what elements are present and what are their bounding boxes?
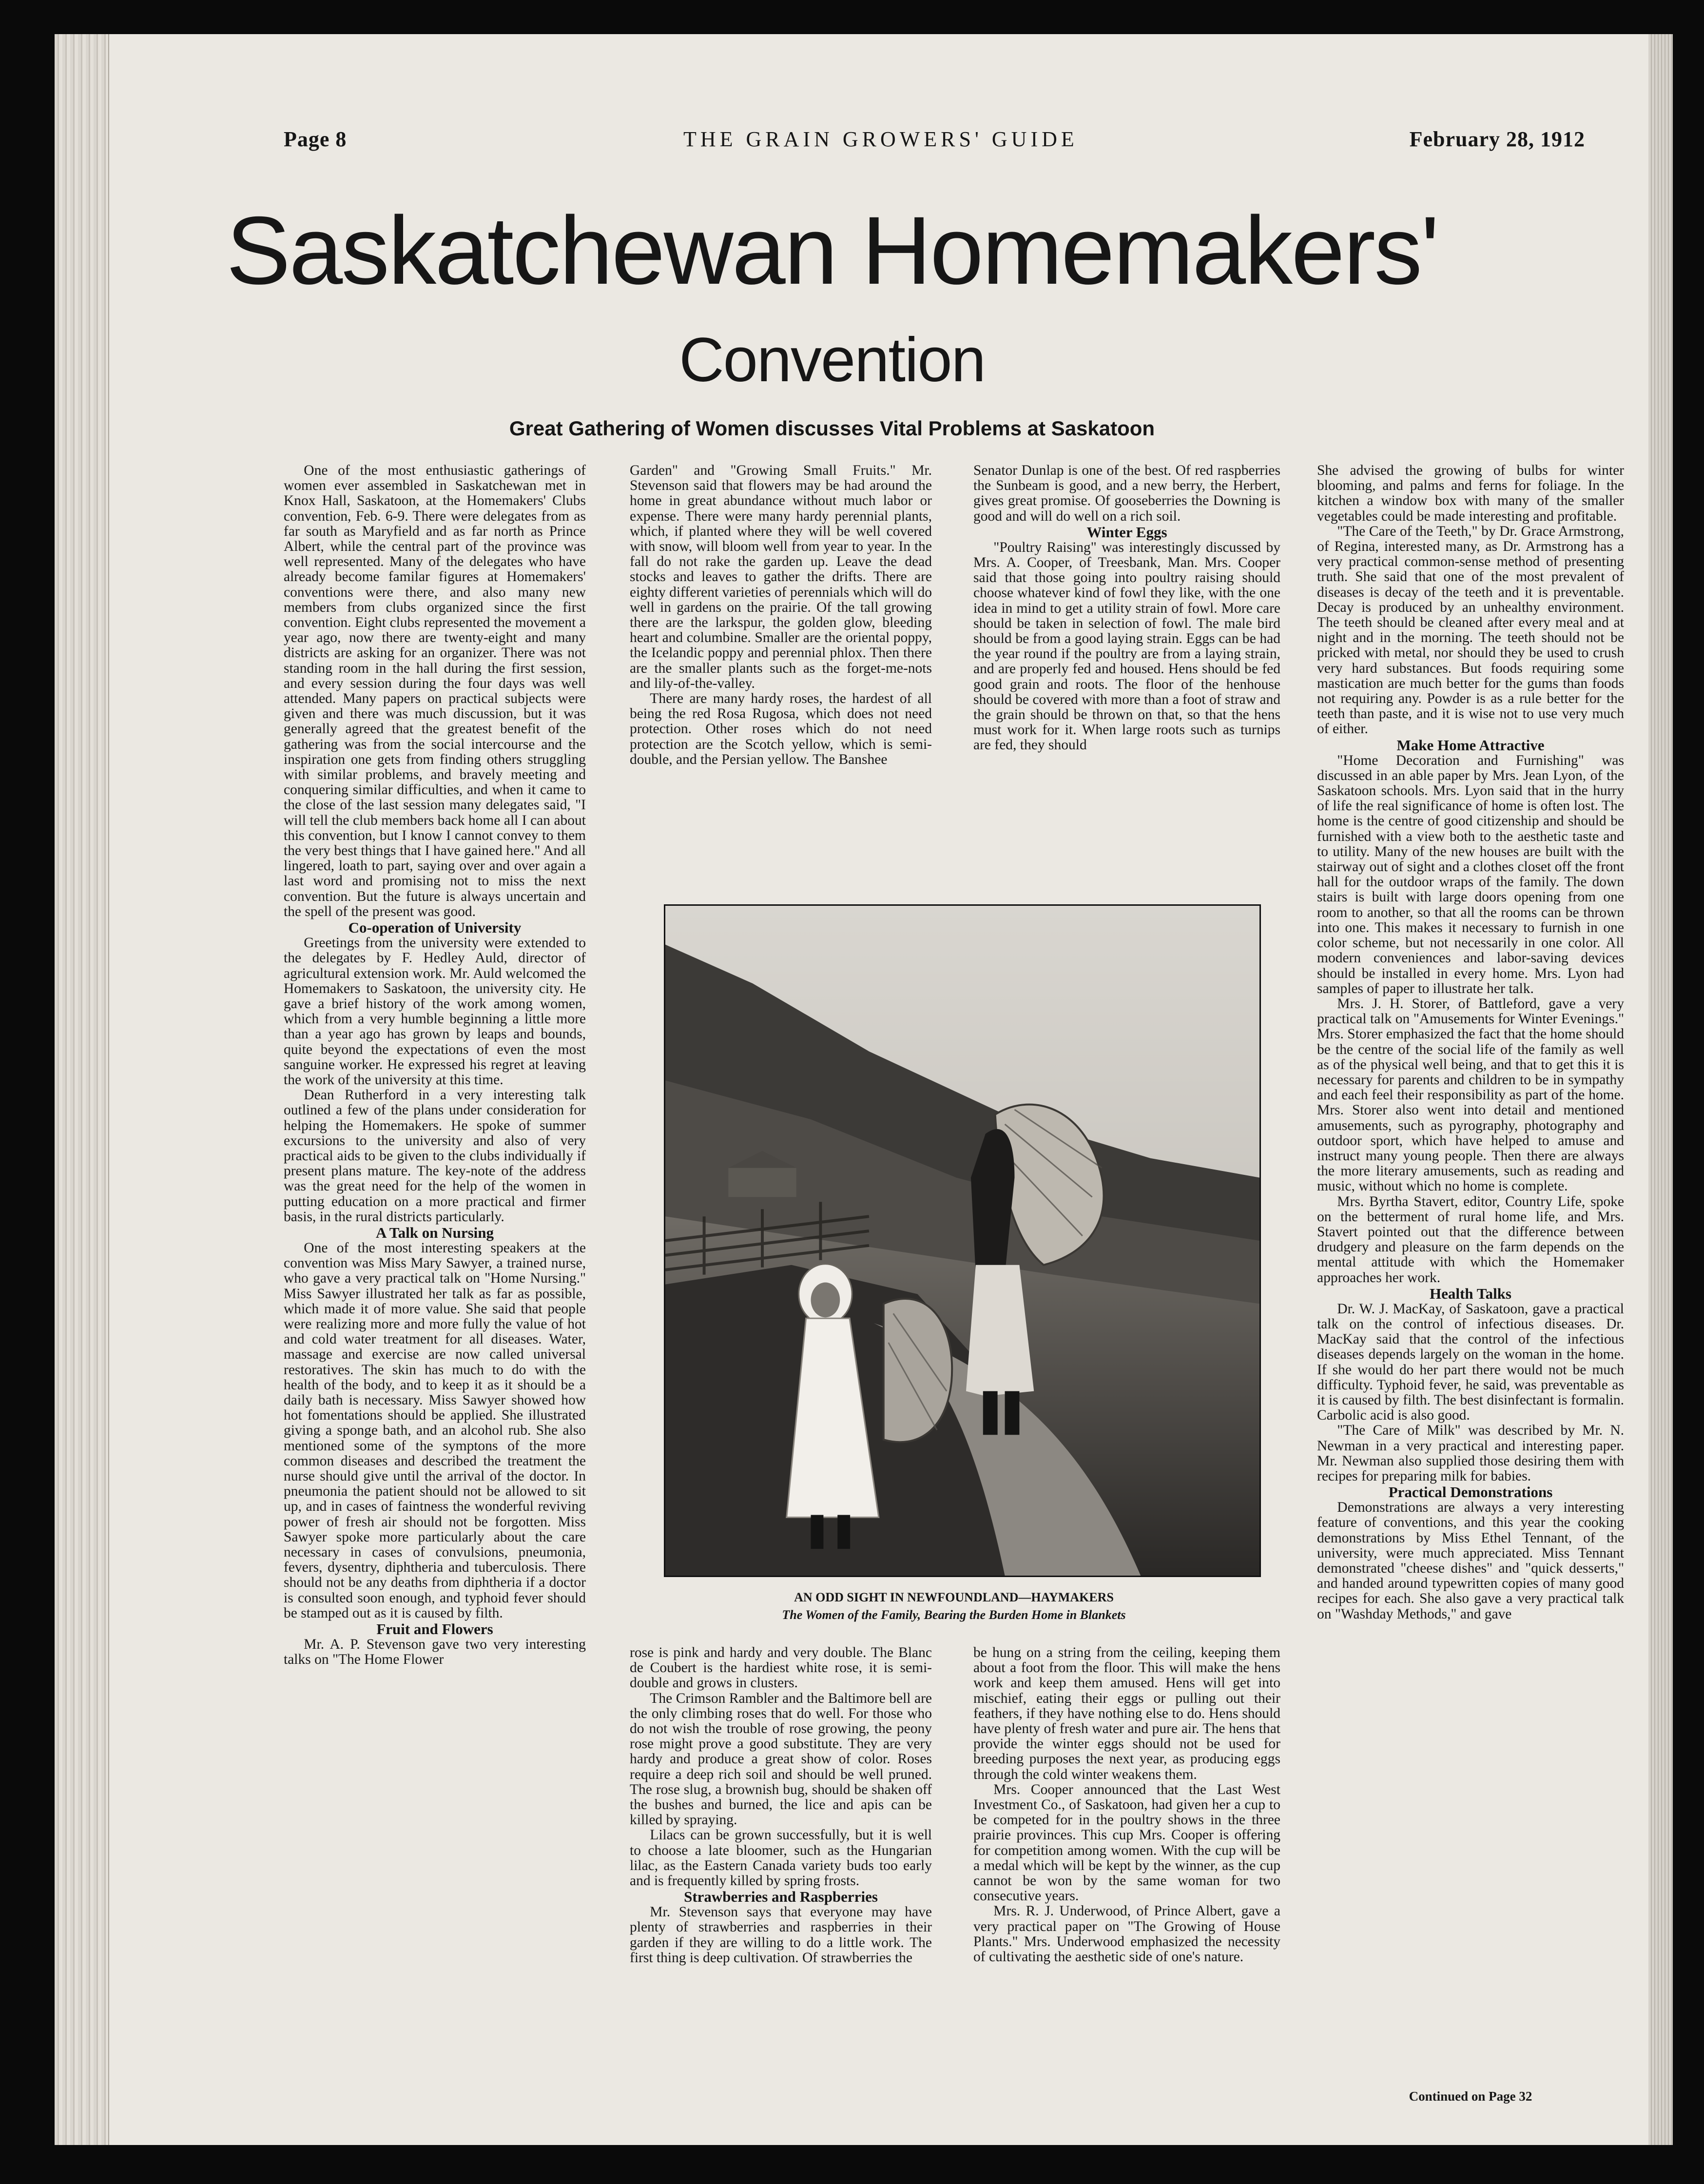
article-paragraph: There are many hardy roses, the hardest of all being the red Rosa Rugosa, which does not need protection. Other roses which do not need protection are the Scotch yellow, which is semi-double, and the Persian yellow. The Banshee	[630, 691, 932, 767]
article-paragraph: Dr. W. J. MacKay, of Saskatoon, gave a practical talk on the control of infectious diseases. Dr. MacKay said that the control of the infectious diseases depends largely on the woman in the home. If she would do her part there would not be much difficulty. Typhoid fever, he said, was preventable as it is caused by filth. The best disinfectant is formalin. Carbolic acid is also good.	[1317, 1301, 1624, 1424]
article-paragraph: One of the most enthusiastic gatherings of women ever assembled in Saskatchewan met in Knox Hall, Saskatoon, at the Homemakers' Clubs convention, Feb. 6-9. There were delegates from as far south as Maryfield and as far north as Prince Albert, while the central part of the province was well represented. Many of the delegates who have already become familar figures at Homemakers' conventions were there, and also many new members from clubs organized since the first convention. Eight clubs represented the movement a year ago, now there are twenty-eight and many districts are asking for an organizer. There was not standing room in the hall during the first session, and every session during the four days was well attended. Many papers on practical subjects were given and there was much discussion, but it was generally agreed that the greatest benefit of the gathering was from the social intercourse and the inspiration one gets from finding others struggling with similar problems, and bravely meeting and conquering similar difficulties, and when it came to the close of the last session many delegates said, "I will tell the club members back home all I can about this convention, but I know I cannot convey to them the very best things that I have gained here." And all lingered, loath to part, saying over and over again a last word and promising not to miss the next convention. But the future is always uncertain and the spell of the present was good.	[284, 463, 586, 919]
column-2-top	[630, 463, 932, 868]
section-heading: Co-operation of University	[348, 919, 522, 936]
column-4	[1317, 463, 1624, 2086]
section-heading: Fruit and Flowers	[376, 1620, 493, 1638]
article-paragraph: Mrs. J. H. Storer, of Battleford, gave a very practical talk on "Amusements for Winter Evenings." Mrs. Storer emphasized the fact that the home should be the centre of the social life of the family as well as of the physical well being, and that to get this it is necessary for parents and children to be in sympathy and each feel their responsibility as part of the home. Mrs. Storer also went into detail and mentioned amusements, such as pyrography, photography and outdoor sport, which have helped to amuse and instruct many young people. Then there are always the more literary amusements, such as reading and music, without which no home is complete.	[1317, 995, 1624, 1194]
binding-spine	[55, 34, 109, 2145]
article-deck: Great Gathering of Women discusses Vital Problems at Saskatoon	[509, 417, 1155, 440]
page-edge	[1648, 34, 1673, 2145]
publication-name: THE GRAIN GROWERS' GUIDE	[683, 127, 1078, 151]
continued-notice: Continued on Page 32	[1409, 2089, 1532, 2104]
section-heading: A Talk on Nursing	[375, 1224, 494, 1241]
scanned-sheet	[55, 34, 1673, 2145]
section-heading: Make Home Attractive	[1396, 736, 1545, 754]
section-heading: Strawberries and Raspberries	[684, 1888, 878, 1906]
article-paragraph: Senator Dunlap is one of the best. Of red raspberries the Sunbeam is good, and a new berry, the Herbert, gives great promise. Of gooseberries the Downing is good and will do well on a rich soil.	[973, 463, 1280, 524]
column-3-top	[973, 463, 1280, 868]
article-paragraph: "The Care of the Teeth," by Dr. Grace Armstrong, of Regina, interested many, as Dr. Armstrong has a very practical common-sense method of presenting truth. She said that one of the most prevalent of diseases is decay of the teeth and it is preventable. Decay is produced by an unhealthy environment. The teeth should be cleaned after every meal and at night and in the morning. The teeth should not be pricked with metal, nor should they be used to crush very hard substances. But foods requiring some mastication are much better for the gums than foods not requiring any. Powder is as a rule better for the teeth than paste, and it is wise not to use very much of either.	[1317, 523, 1624, 737]
haymakers-photo	[664, 904, 1261, 1577]
article-paragraph: One of the most interesting speakers at the convention was Miss Mary Sawyer, a trained nurse, who gave a very practical talk on "Home Nursing." Miss Sawyer illustrated her talk as far as possible, which made it of more value. She said that people were realizing more and more fully the value of hot and cold water treatment for all diseases. Water, massage and exercise are now called universal restoratives. The skin has much to do with the health of the body, and to keep it as it should be a daily bath is necessary. Miss Sawyer showed how hot fomentations should be applied. She illustrated giving a sponge bath, and an alcohol rub. She also mentioned some of the symptons of the more common diseases and described the treatment the nurse should give until the arrival of the doctor. In pneumonia the patient should not be allowed to sit up, and in cases of faintness the wonderful reviving power of fresh air should not be forgotten. Miss Sawyer spoke more particularly about the care necessary in cases of convulsions, pneumonia, fevers, dysentry, diphtheria and tuberculosis. There should not be any deaths from diphtheria if a doctor is consulted soon enough, and typhoid fever should be stamped out as it is caused by filth.	[284, 1240, 586, 1621]
article-paragraph: be hung on a string from the ceiling, keeping them about a foot from the floor. This will make the hens work and keep them amused. Hens will get into mischief, eating their eggs or pulling out their feathers, if they have nothing else to do. Hens should have plenty of fresh water and pure air. The hens that provide the winter eggs should not be used for breeding purposes the next year, as producing eggs through the cold winter weakens them.	[973, 1645, 1280, 1782]
photo-illustration	[665, 906, 1259, 1576]
article-paragraph: rose is pink and hardy and very double. The Blanc de Coubert is the hardiest white rose, it is semi-double and grows in clusters.	[630, 1645, 932, 1691]
article-paragraph: Mr. A. P. Stevenson gave two very interesting talks on "The Home Flower	[284, 1637, 586, 1668]
page-number: Page 8	[284, 127, 347, 151]
section-heading: Practical Demonstrations	[1388, 1483, 1553, 1501]
newspaper-page	[137, 34, 1648, 2145]
article-paragraph: The Crimson Rambler and the Baltimore bell are the only climbing roses that do well. For those who do not wish the trouble of rose growing, the peony rose might prove a good substitute. They are very hardy and produce a great show of color. Roses require a deep rich soil and should be well pruned. The rose slug, a brownish bug, should be shaken off the bushes and burned, the lice and apis can be killed by spraying.	[630, 1690, 932, 1828]
article-paragraph: Demonstrations are always a very interesting feature of conventions, and this year the cooking demonstrations by Miss Ethel Tennant, of the university, were much appreciated. Miss Tennant demonstrated "cheese dishes" and "quick desserts," and handed around typewritten copies of many good recipes for each. She also gave a very practical talk on "Washday Methods," and gave	[1317, 1500, 1624, 1622]
photo-caption-subtitle: The Women of the Family, Bearing the Burden Home in Blankets	[782, 1608, 1126, 1622]
article-paragraph: "Poultry Raising" was interestingly discussed by Mrs. A. Cooper, of Treesbank, Man. Mrs. Cooper said that those going into poultry raising should choose whatever kind of fowl they like, with the one idea in mind to get a utility strain of fowl. More care should be taken in selection of fowl. The male bird should be from a good laying strain. Eggs can be had the year round if the poultry are from a laying strain, and are properly fed and housed. Hens should be fed good grain and roots. The floor of the henhouse should be covered with more than a foot of straw and the grain should be thrown on that, so that the hens must work for it. When large roots such as turnips are fed, they should	[973, 539, 1280, 753]
section-heading: Health Talks	[1430, 1285, 1511, 1302]
column-1	[284, 463, 586, 2086]
article-paragraph: Greetings from the university were extended to the delegates by F. Hedley Auld, director of agricultural extension work. Mr. Auld welcomed the Homemakers to Saskatoon, the university city. He gave a brief history of the work among women, which from a very humble beginning a little more than a year ago has grown by leaps and bounds, quite beyond the expectations of even the most sanguine worker. He expressed his regret at leaving the work of the university at this time.	[284, 935, 586, 1088]
article-paragraph: Dean Rutherford in a very interesting talk outlined a few of the plans under consideration for helping the Homemakers. He spoke of summer excursions to the university and also of very practical aids to be given to the clubs individually if present plans mature. The key-note of the address was the great need for the help of the women in putting education on a more practical and firmer basis, in the rural districts particularly.	[284, 1087, 586, 1225]
article-paragraph: "Home Decoration and Furnishing" was discussed in an able paper by Mrs. Jean Lyon, of the Saskatoon schools. Mrs. Lyon said that in the hurry of life the real significance of home is often lost. The home is the centre of good citizenship and should be furnished with a view both to the aesthetic taste and to utility. Many of the new houses are built with the stairway out of sight and a clothes closet off the front hall for the outdoor wraps of the family. The down stairs is built with large doors opening from one room to another, so that all the rooms can be thrown into one. This makes it necessary to furnish in one color scheme, but not necessarily in one color. All modern conveniences and labor-saving devices should be installed in every home. Mrs. Lyon had samples of paper to illustrate her talk.	[1317, 752, 1624, 996]
article-subtitle: Convention	[679, 325, 985, 395]
photo-caption-title: AN ODD SIGHT IN NEWFOUNDLAND—HAYMAKERS	[794, 1590, 1114, 1604]
article-paragraph: Mr. Stevenson says that everyone may have plenty of strawberries and raspberries in their garden if they are willing to do a little work. The first thing is deep cultivation. Of strawberries the	[630, 1904, 932, 1966]
article-paragraph: Garden" and "Growing Small Fruits." Mr. Stevenson said that flowers may be had around the home in great abundance without much labor or expense. There were many hardy perennial plants, which, if planted where they will be well covered with snow, will bloom well from year to year. In the fall do not rake the garden up. Leave the dead stocks and leaves to gather the drifts. There are eighty different varieties of perennials which will do well in gardens on the prairie. Of the tall growing there are the larkspur, the golden glow, bleeding heart and columbine. Smaller are the oriental poppy, the Icelandic poppy and perennial phlox. Then there are the smaller plants such as the forget-me-nots and lily-of-the-valley.	[630, 463, 932, 691]
column-2-bottom	[630, 1645, 932, 2086]
column-3-bottom	[973, 1645, 1280, 2086]
article-paragraph: Lilacs can be grown successfully, but it is well to choose a late bloomer, such as the Hungarian lilac, as the Eastern Canada variety buds too early and is frequently killed by spring frosts.	[630, 1827, 932, 1889]
issue-date: February 28, 1912	[1409, 127, 1585, 151]
article-paragraph: Mrs. Byrtha Stavert, editor, Country Life, spoke on the betterment of rural home life, and Mrs. Stavert pointed out that the difference between drudgery and pleasure on the farm depends on the mental attitude with which the Homemaker approaches her work.	[1317, 1193, 1624, 1286]
article-paragraph: "The Care of Milk" was described by Mr. N. Newman in a very practical and interesting paper. Mr. Newman also supplied those desiring them with recipes for preparing milk for babies.	[1317, 1423, 1624, 1484]
article-paragraph: Mrs. R. J. Underwood, of Prince Albert, gave a very practical paper on "The Growing of House Plants." Mrs. Underwood emphasized the necessity of cultivating the aesthetic side of one's nature.	[973, 1903, 1280, 1965]
article-title: Saskatchewan Homemakers'	[226, 196, 1438, 304]
article-paragraph: Mrs. Cooper announced that the Last West Investment Co., of Saskatoon, had given her a cup to be competed for in the poultry shows in the three prairie provinces. This cup Mrs. Cooper is offering for competition among women. With the cup will be a medal which will be kept by the winner, as the cup cannot be won by the same woman for two consecutive years.	[973, 1781, 1280, 1904]
article-paragraph: She advised the growing of bulbs for winter blooming, and palms and ferns for foliage. In the kitchen a window box with many of the smaller vegetables could be made interesting and profitable.	[1317, 463, 1624, 524]
section-heading: Winter Eggs	[1086, 523, 1167, 541]
